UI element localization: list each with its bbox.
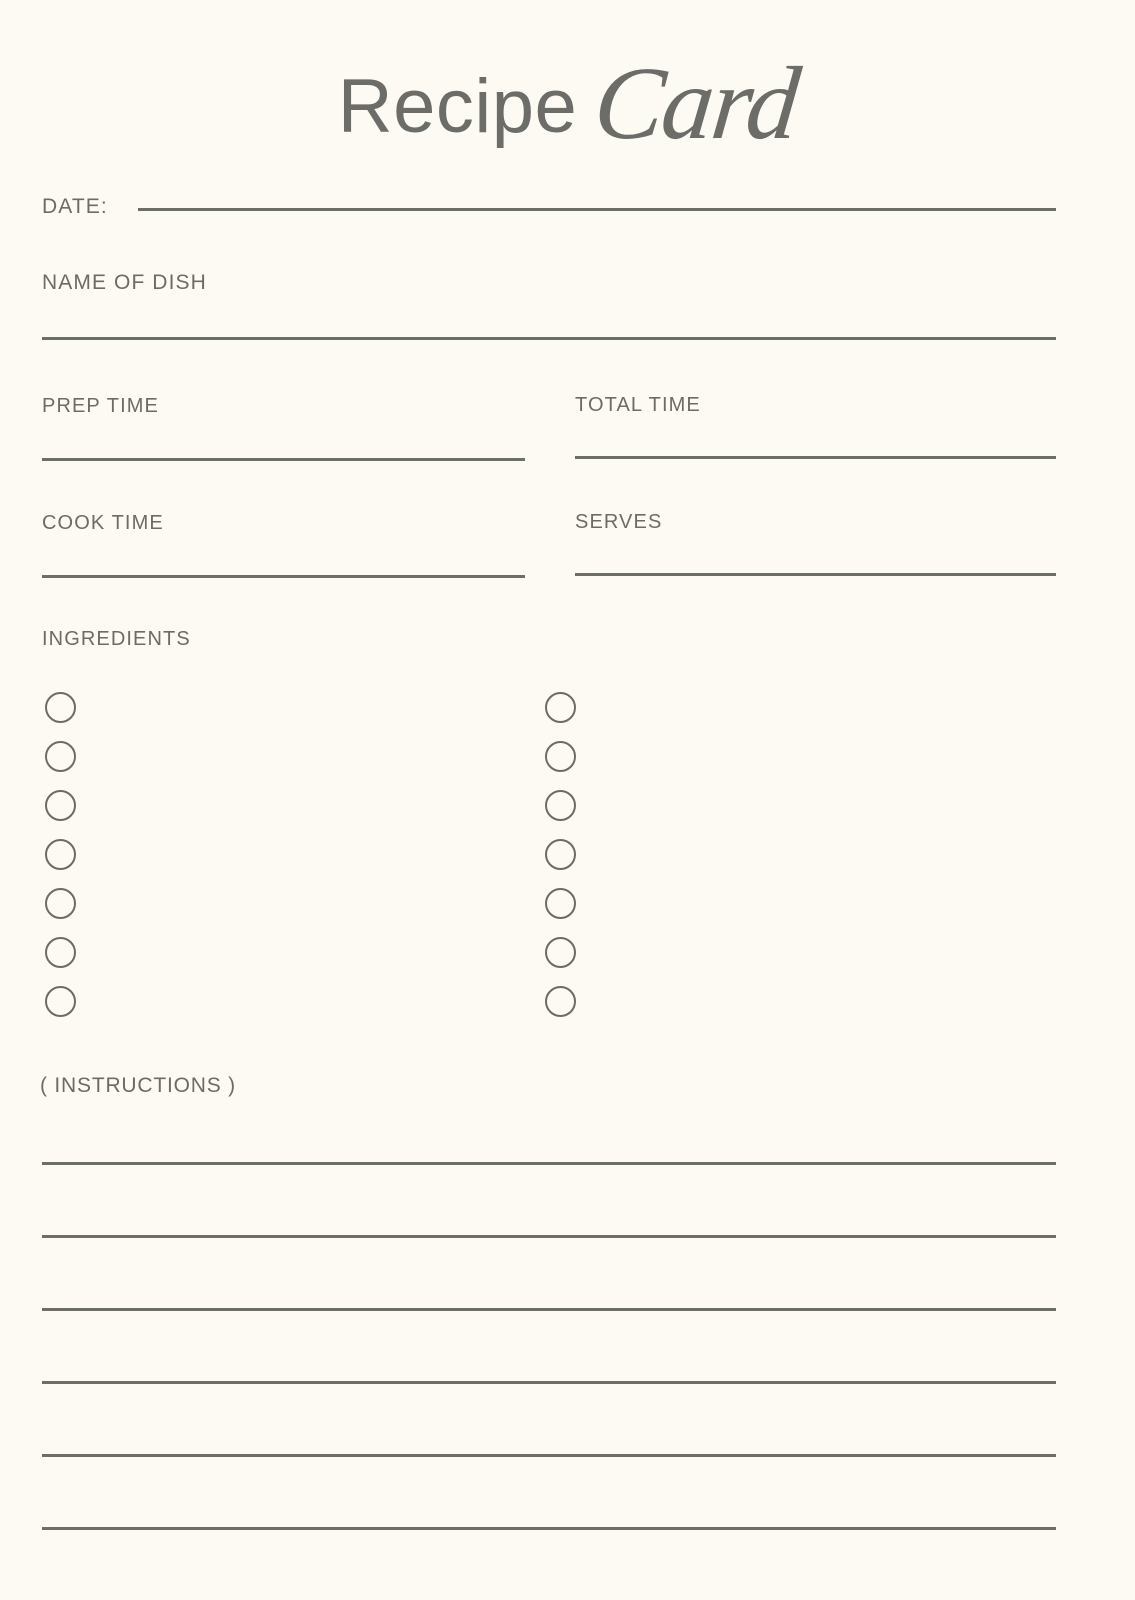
total-time-input-line[interactable] — [575, 456, 1056, 459]
serves-input-line[interactable] — [575, 573, 1056, 576]
ingredients-right-column — [545, 692, 576, 1035]
ingredient-checkbox[interactable] — [545, 937, 576, 968]
ingredient-checkbox[interactable] — [45, 986, 76, 1017]
ingredient-checkbox[interactable] — [545, 888, 576, 919]
ingredient-checkbox[interactable] — [545, 839, 576, 870]
ingredients-label: INGREDIENTS — [42, 628, 191, 650]
date-input-line[interactable] — [138, 208, 1056, 211]
page-title-primary: Recipe — [337, 64, 578, 149]
page-title-script: Card — [589, 46, 804, 161]
instructions-label: ( INSTRUCTIONS ) — [40, 1074, 236, 1097]
instruction-input-line[interactable] — [42, 1454, 1056, 1457]
instruction-input-line[interactable] — [42, 1235, 1056, 1238]
prep-time-input-line[interactable] — [42, 458, 525, 461]
name-of-dish-label: NAME OF DISH — [42, 271, 207, 294]
cook-time-input-line[interactable] — [42, 575, 525, 578]
date-label: DATE: — [42, 195, 108, 218]
ingredient-checkbox[interactable] — [45, 741, 76, 772]
ingredient-checkbox[interactable] — [545, 790, 576, 821]
ingredient-checkbox[interactable] — [45, 692, 76, 723]
ingredients-left-column — [45, 692, 76, 1035]
ingredient-checkbox[interactable] — [45, 790, 76, 821]
cook-time-label: COOK TIME — [42, 512, 164, 534]
ingredient-checkbox[interactable] — [45, 839, 76, 870]
instruction-input-line[interactable] — [42, 1527, 1056, 1530]
instruction-input-line[interactable] — [42, 1308, 1056, 1311]
instruction-input-line[interactable] — [42, 1162, 1056, 1165]
ingredient-checkbox[interactable] — [45, 888, 76, 919]
total-time-label: TOTAL TIME — [575, 394, 701, 416]
serves-label: SERVES — [575, 511, 663, 533]
page-title — [0, 38, 1135, 161]
ingredient-checkbox[interactable] — [545, 741, 576, 772]
prep-time-label: PREP TIME — [42, 395, 159, 417]
ingredient-checkbox[interactable] — [45, 937, 76, 968]
ingredient-checkbox[interactable] — [545, 986, 576, 1017]
name-of-dish-input-line[interactable] — [42, 337, 1056, 340]
ingredient-checkbox[interactable] — [545, 692, 576, 723]
instruction-input-line[interactable] — [42, 1381, 1056, 1384]
